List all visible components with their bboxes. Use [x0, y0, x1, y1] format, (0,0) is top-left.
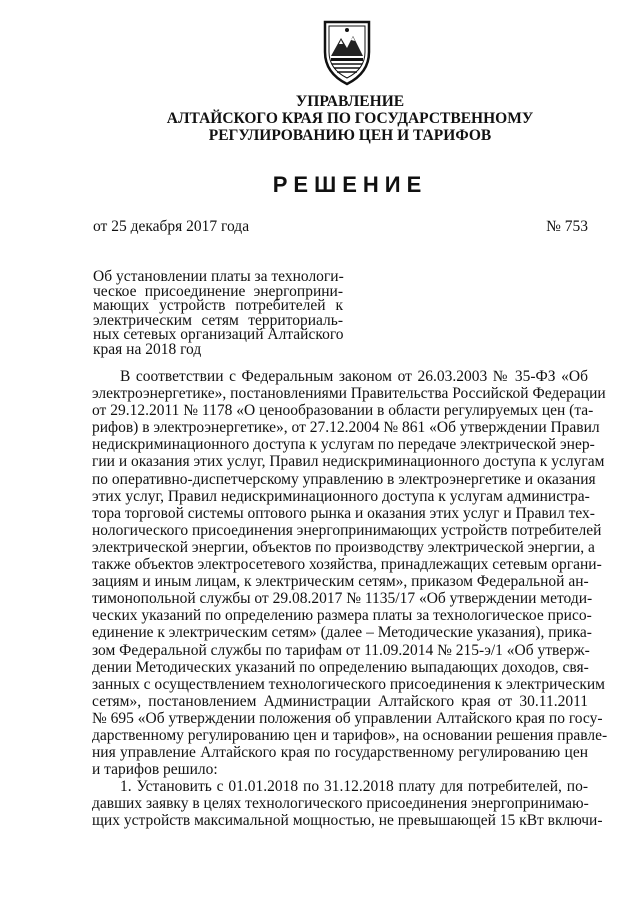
- body-line: электрической энергии, объектов по производству электрической энергии, а: [92, 538, 595, 556]
- body-line: В соответствии с Федеральным законом от 26.03.2003 № 35-ФЗ «Об: [120, 368, 588, 385]
- subject-line: края на 2018 год: [93, 340, 202, 358]
- document-body: [92, 368, 608, 830]
- body-line: № 695 «Об утверждении положения об управлении Алтайского края по госу-: [92, 709, 603, 727]
- body-line: дении Методических указаний по определению выпадающих доходов, свя-: [92, 658, 589, 676]
- document-number: № 753: [546, 218, 588, 235]
- body-line: этих услуг, Правил недискриминационного доступа к услугам администра-: [92, 487, 590, 505]
- subject-line: мающих устройств потребителей к: [93, 297, 343, 315]
- body-line: и тарифов решило:: [92, 761, 218, 779]
- body-line: рифов) в электроэнергетике», от 27.12.2004 № 861 «Об утверждении Правил: [92, 419, 600, 437]
- document-type-heading: РЕШЕНИЕ: [272, 172, 428, 197]
- body-line: тимонопольной службы от 29.08.2017 № 1135/17 «Об утверждении методи-: [92, 590, 593, 608]
- body-line: от 29.12.2011 № 1178 «О ценообразовании в области регулируемых цен (та-: [92, 402, 594, 420]
- body-line: недискриминационного доступа к услугам по передаче электрической энер-: [92, 436, 595, 454]
- body-line: нологического присоединения энергопринимающих устройств потребителей: [92, 521, 602, 539]
- body-line: по оперативно-диспетчерскому управлению в электроэнергетике и оказания: [92, 470, 596, 488]
- body-line: щих устройств максимальной мощностью, не превышающей 15 кВт включи-: [92, 812, 603, 830]
- body-line: давших заявку в целях технологического присоединения энергопринимаю-: [92, 795, 589, 813]
- coat-of-arms-icon: [319, 18, 375, 86]
- authority-line: АЛТАЙСКОГО КРАЯ ПО ГОСУДАРСТВЕННОМУ: [166, 110, 534, 127]
- subject-line: ческое присоединение энергоприни-: [93, 282, 343, 300]
- body-line: электроэнергетике», постановлениями Правительства Российской Федерации: [92, 385, 606, 403]
- body-line: гии и оказания этих услуг, Правил недискриминационного доступа к услугам: [92, 453, 605, 471]
- body-line: зациям и иным лицам, к электрическим сетям», приказом Федеральной ан-: [92, 573, 589, 591]
- body-line: дарственному регулированию цен и тарифов», на основании решения правле-: [92, 726, 608, 744]
- subject-line: ных сетевых организаций Алтайского: [93, 326, 344, 344]
- body-line: ния управление Алтайского края по государственному регулированию цен: [92, 744, 588, 762]
- body-line: зом Федеральной службы по тарифам от 11.09.2014 № 215-э/1 «Об утверж-: [92, 641, 590, 659]
- body-line: также объектов электросетевого хозяйства, принадлежащих сетевым органи-: [92, 556, 602, 574]
- body-line: единение к электрическим сетям» (далее – Методические указания), прика-: [92, 624, 592, 642]
- authority-line: УПРАВЛЕНИЕ: [295, 93, 405, 110]
- subject-line: Об установлении платы за технологи-: [93, 268, 344, 285]
- document-date: от 25 декабря 2017 года: [93, 218, 250, 235]
- issuing-authority: [130, 93, 570, 144]
- body-line: сетям», постановлением Администрации Алтайского края от 30.11.2011: [92, 692, 588, 710]
- body-line: ческих указаний по определению размера платы за технологическое присо-: [92, 607, 592, 625]
- authority-line: РЕГУЛИРОВАНИЮ ЦЕН И ТАРИФОВ: [208, 127, 492, 144]
- body-line: занных с осуществлением технологического присоединения к электрическим: [92, 675, 605, 693]
- subject-line: электрическим сетям территориаль-: [93, 311, 343, 329]
- body-line: тора торговой системы оптового рынка и оказания этих услуг и Правил тех-: [92, 504, 595, 522]
- document-subject: [93, 270, 343, 358]
- body-line: 1. Установить с 01.01.2018 по 31.12.2018 плату для потребителей, по-: [120, 778, 588, 796]
